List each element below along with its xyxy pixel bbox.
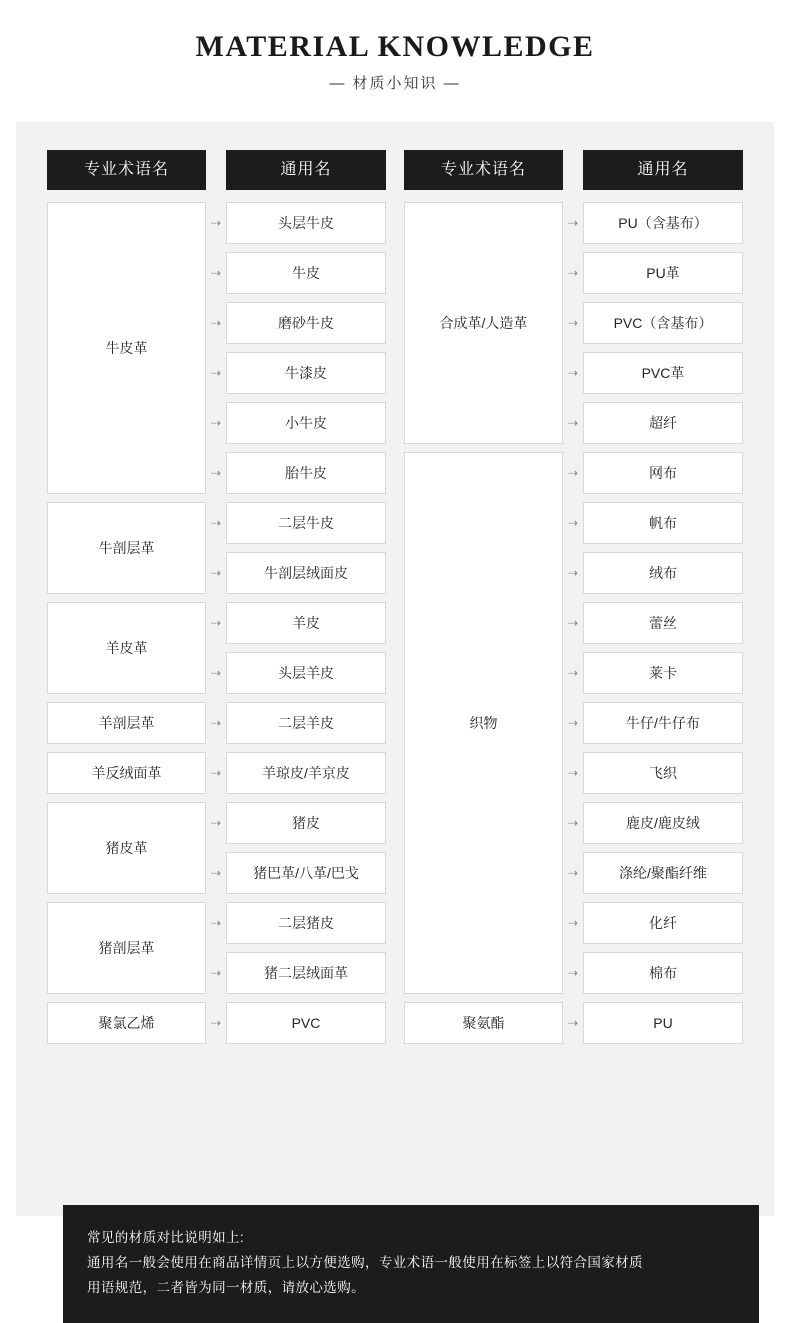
common-name-cell: 猪皮 [226, 802, 386, 844]
professional-term-cell: 聚氨酯 [404, 1002, 563, 1044]
table-row [47, 1002, 386, 1052]
header-right-professional: 专业术语名 [404, 150, 563, 190]
common-name-cell: 羊皮 [226, 602, 386, 644]
arrow-right-icon: ⇢ [210, 416, 222, 430]
right-table-body [404, 202, 743, 1052]
common-name-cell: 飞织 [583, 752, 743, 794]
arrow-right-icon: ⇢ [210, 966, 222, 980]
table-row [47, 802, 386, 902]
arrow-right-icon: ⇢ [210, 216, 222, 230]
page-header [0, 0, 790, 93]
arrow-right-icon: ⇢ [210, 266, 222, 280]
arrow-right-icon: ⇢ [567, 716, 579, 730]
arrow-right-icon: ⇢ [567, 416, 579, 430]
common-name-column [226, 702, 386, 752]
common-name-cell: 涤纶/聚酯纤维 [583, 852, 743, 894]
arrow-column [563, 452, 583, 1002]
common-name-cell: 化纤 [583, 902, 743, 944]
professional-term-column [47, 202, 206, 502]
arrow-column [206, 502, 226, 602]
common-name-cell: 猪二层绒面革 [226, 952, 386, 994]
common-name-column [226, 902, 386, 1002]
professional-term-cell: 聚氯乙烯 [47, 1002, 206, 1044]
header-left-common: 通用名 [226, 150, 386, 190]
arrow-column [563, 1002, 583, 1052]
professional-term-cell: 猪皮革 [47, 802, 206, 894]
common-name-cell: PVC革 [583, 352, 743, 394]
arrow-right-icon: ⇢ [210, 766, 222, 780]
professional-term-column [47, 702, 206, 752]
common-name-column [226, 602, 386, 702]
professional-term-cell: 猪剖层革 [47, 902, 206, 994]
arrow-right-icon: ⇢ [210, 666, 222, 680]
professional-term-column [404, 1002, 563, 1052]
common-name-cell: 胎牛皮 [226, 452, 386, 494]
table-row [47, 702, 386, 752]
common-name-cell: 羊琼皮/羊京皮 [226, 752, 386, 794]
arrow-right-icon: ⇢ [567, 216, 579, 230]
arrow-column [563, 202, 583, 452]
professional-term-cell: 牛皮革 [47, 202, 206, 494]
professional-term-column [404, 452, 563, 1002]
common-name-column [226, 752, 386, 802]
arrow-column [206, 802, 226, 902]
arrow-right-icon: ⇢ [210, 816, 222, 830]
table-row [47, 602, 386, 702]
header-left-professional: 专业术语名 [47, 150, 206, 190]
table-row [404, 202, 743, 452]
common-name-cell: PU [583, 1002, 743, 1044]
common-name-column [226, 802, 386, 902]
arrow-right-icon: ⇢ [567, 516, 579, 530]
common-name-cell: 棉布 [583, 952, 743, 994]
left-header-row [47, 150, 386, 190]
professional-term-column [47, 752, 206, 802]
arrow-right-icon: ⇢ [567, 966, 579, 980]
common-name-column [583, 1002, 743, 1052]
professional-term-column [404, 202, 563, 452]
common-name-cell: 小牛皮 [226, 402, 386, 444]
arrow-right-icon: ⇢ [210, 466, 222, 480]
note-box [63, 1205, 759, 1323]
table-row [404, 452, 743, 1002]
arrow-right-icon: ⇢ [210, 916, 222, 930]
arrow-column [206, 752, 226, 802]
arrow-right-icon: ⇢ [567, 366, 579, 380]
common-name-cell: 鹿皮/鹿皮绒 [583, 802, 743, 844]
arrow-right-icon: ⇢ [210, 866, 222, 880]
arrow-right-icon: ⇢ [567, 266, 579, 280]
arrow-right-icon: ⇢ [567, 316, 579, 330]
professional-term-cell: 合成革/人造革 [404, 202, 563, 444]
common-name-column [583, 452, 743, 1002]
common-name-cell: 网布 [583, 452, 743, 494]
arrow-right-icon: ⇢ [567, 916, 579, 930]
table-row [47, 202, 386, 502]
professional-term-cell: 羊剖层革 [47, 702, 206, 744]
header-spacer [206, 150, 226, 190]
common-name-cell: 猪巴革/八革/巴戈 [226, 852, 386, 894]
arrow-right-icon: ⇢ [210, 366, 222, 380]
common-name-cell: 莱卡 [583, 652, 743, 694]
common-name-cell: 牛仔/牛仔布 [583, 702, 743, 744]
arrow-right-icon: ⇢ [567, 866, 579, 880]
table-row [47, 902, 386, 1002]
header-spacer [563, 150, 583, 190]
common-name-column [226, 1002, 386, 1052]
arrow-right-icon: ⇢ [567, 766, 579, 780]
right-header-row [404, 150, 743, 190]
common-name-cell: PU革 [583, 252, 743, 294]
common-name-cell: 牛剖层绒面皮 [226, 552, 386, 594]
common-name-cell: 头层羊皮 [226, 652, 386, 694]
common-name-cell: 头层牛皮 [226, 202, 386, 244]
header-right-common: 通用名 [583, 150, 743, 190]
note-line-2: 通用名一般会使用在商品详情页上以方便选购，专业术语一般使用在标签上以符合国家材质 [87, 1255, 643, 1270]
common-name-column [583, 202, 743, 452]
arrow-column [206, 902, 226, 1002]
professional-term-column [47, 502, 206, 602]
common-name-cell: 超纤 [583, 402, 743, 444]
professional-term-cell: 羊皮革 [47, 602, 206, 694]
table-row [47, 502, 386, 602]
arrow-right-icon: ⇢ [210, 616, 222, 630]
common-name-cell: 磨砂牛皮 [226, 302, 386, 344]
common-name-column [226, 202, 386, 502]
common-name-cell: 蕾丝 [583, 602, 743, 644]
material-table [47, 150, 743, 1052]
note-line-1: 常见的材质对比说明如上: [87, 1230, 245, 1245]
arrow-column [206, 602, 226, 702]
common-name-cell: 二层牛皮 [226, 502, 386, 544]
page-title: MATERIAL KNOWLEDGE [195, 30, 595, 63]
left-column-group [47, 150, 386, 1052]
professional-term-cell: 织物 [404, 452, 563, 994]
professional-term-cell: 牛剖层革 [47, 502, 206, 594]
common-name-column [226, 502, 386, 602]
arrow-column [206, 702, 226, 752]
common-name-cell: 二层羊皮 [226, 702, 386, 744]
arrow-right-icon: ⇢ [567, 616, 579, 630]
right-column-group [404, 150, 743, 1052]
arrow-right-icon: ⇢ [567, 466, 579, 480]
professional-term-cell: 羊反绒面革 [47, 752, 206, 794]
common-name-cell: PVC（含基布） [583, 302, 743, 344]
common-name-cell: 帆布 [583, 502, 743, 544]
arrow-column [206, 202, 226, 502]
arrow-right-icon: ⇢ [567, 566, 579, 580]
common-name-cell: PVC [226, 1002, 386, 1044]
professional-term-column [47, 902, 206, 1002]
arrow-right-icon: ⇢ [210, 566, 222, 580]
arrow-right-icon: ⇢ [567, 1016, 579, 1030]
professional-term-column [47, 802, 206, 902]
arrow-column [206, 1002, 226, 1052]
arrow-right-icon: ⇢ [567, 816, 579, 830]
common-name-cell: 二层猪皮 [226, 902, 386, 944]
common-name-cell: 牛皮 [226, 252, 386, 294]
professional-term-column [47, 1002, 206, 1052]
arrow-right-icon: ⇢ [210, 716, 222, 730]
common-name-cell: 绒布 [583, 552, 743, 594]
table-row [404, 1002, 743, 1052]
common-name-cell: 牛漆皮 [226, 352, 386, 394]
page-subtitle: — 材质小知识 — [329, 75, 461, 92]
table-row [47, 752, 386, 802]
common-name-cell: PU（含基布） [583, 202, 743, 244]
arrow-right-icon: ⇢ [210, 516, 222, 530]
arrow-right-icon: ⇢ [567, 666, 579, 680]
left-table-body [47, 202, 386, 1052]
professional-term-column [47, 602, 206, 702]
arrow-right-icon: ⇢ [210, 1016, 222, 1030]
arrow-right-icon: ⇢ [210, 316, 222, 330]
note-line-3: 用语规范，二者皆为同一材质，请放心选购。 [87, 1280, 365, 1295]
material-table-panel [16, 122, 774, 1295]
